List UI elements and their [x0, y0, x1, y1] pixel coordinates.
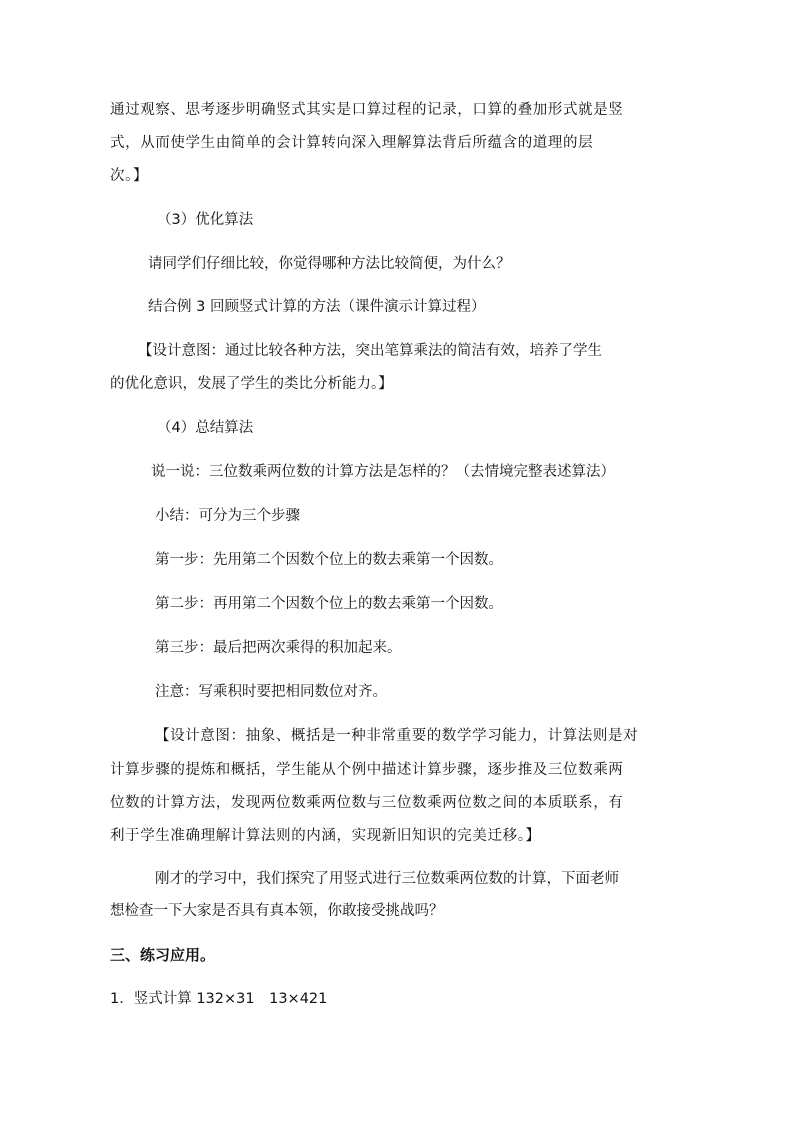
paragraph-say-it: 说一说：三位数乘两位数的计算方法是怎样的？（去情境完整表述算法）	[151, 464, 615, 480]
design-intent-1-line-2: 的优化意识，发展了学生的类比分析能力。】	[110, 376, 393, 392]
design-intent-2-line-1: 【设计意图：抽象、概括是一种非常重要的数学学习能力，计算法则是对	[155, 728, 639, 744]
paragraph-summary: 小结：可分为三个步骤	[155, 508, 300, 524]
section-heading-practice: 三、练习应用。	[110, 946, 216, 964]
design-intent-1-line-1: 【设计意图：通过比较各种方法，突出笔算乘法的简洁有效，培养了学生	[138, 343, 602, 359]
paragraph-line-3: 次。】	[110, 168, 149, 184]
design-intent-2-line-3: 位数的计算方法，发现两位数乘两位数与三位数乘两位数之间的本质联系，有	[110, 795, 624, 811]
exercise-item-1: 1．竖式计算 132×31 13×421	[110, 991, 328, 1007]
paragraph-review-example: 结合例 3 回顾竖式计算的方法（课件演示计算过程）	[148, 299, 486, 315]
paragraph-compare-question: 请同学们仔细比较，你觉得哪种方法比较简便，为什么？	[148, 256, 511, 272]
paragraph-challenge-line-2: 想检查一下大家是否具有真本领，你敢接受挑战吗？	[110, 903, 444, 919]
paragraph-challenge-line-1: 刚才的学习中，我们探究了用竖式进行三位数乘两位数的计算，下面老师	[155, 871, 619, 887]
section-heading-summarize: （4）总结算法	[157, 420, 254, 436]
section-heading-optimize: （3）优化算法	[157, 212, 254, 228]
paragraph-line-2: 式，从而使学生由简单的会计算转向深入理解算法背后所蕴含的道理的层	[110, 135, 594, 151]
step-three: 第三步：最后把两次乘得的积加起来。	[155, 640, 402, 656]
design-intent-2-line-4: 利于学生准确理解计算法则的内涵，实现新旧知识的完美迁移。】	[110, 828, 541, 844]
step-one: 第一步：先用第二个因数个位上的数去乘第一个因数。	[155, 552, 503, 568]
design-intent-2-line-2: 计算步骤的提炼和概括，学生能从个例中描述计算步骤，逐步推及三位数乘两	[110, 762, 624, 778]
note-alignment: 注意：写乘积时要把相同数位对齐。	[155, 684, 387, 700]
step-two: 第二步：再用第二个因数个位上的数去乘第一个因数。	[155, 596, 503, 612]
paragraph-line-1: 通过观察、思考逐步明确竖式其实是口算过程的记录，口算的叠加形式就是竖	[110, 102, 624, 118]
